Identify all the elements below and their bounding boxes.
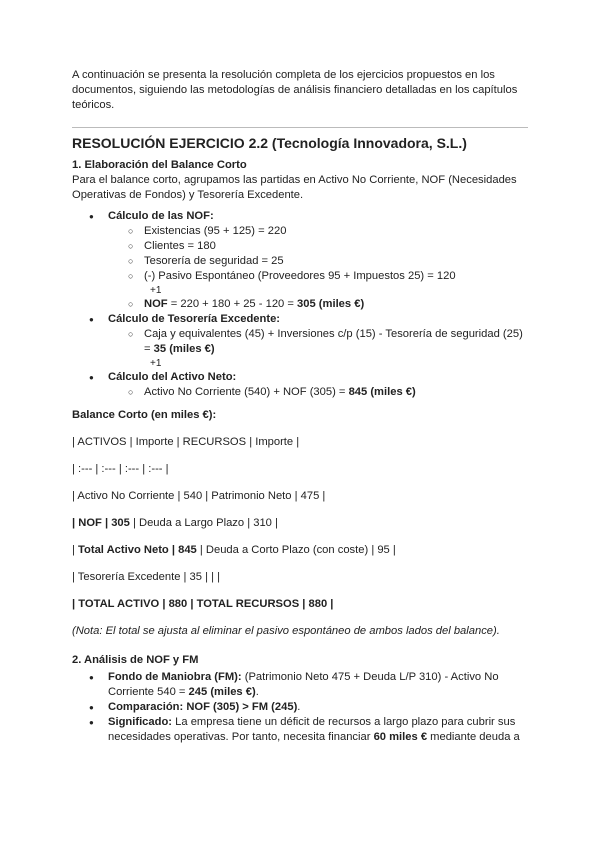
significado-text-end: mediante deuda a [427,731,520,743]
table-row-rest: | Deuda a Corto Plazo (con coste) | 95 | [196,544,396,556]
nof-total [108,297,528,312]
table-total-text: | TOTAL ACTIVO | 880 | TOTAL RECURSOS | 880 | [72,598,334,610]
section-2-heading: 2. Análisis de NOF y FM [72,654,199,666]
activo-neto-formula: Activo No Corriente (540) + NOF (305) = [144,386,349,398]
list-item-fm [72,670,528,700]
fm-value: 245 (miles €) [188,686,256,698]
document-page [72,68,528,753]
calculation-list [72,209,528,400]
table-row-rest: | Deuda a Largo Plazo | 310 | [129,517,278,529]
tesoreria-value: 35 (miles €) [153,343,215,355]
nof-item: ○ Tesorería de seguridad = 25 [108,254,528,269]
nof-item-text: (-) Pasivo Espontáneo (Proveedores 95 + Impuestos 25) = 120 [144,270,456,282]
table-row: | Activo No Corriente | 540 | Patrimonio Neto | 475 | [72,490,326,502]
tesoreria-label: Cálculo de Tesorería Excedente: [108,313,281,325]
list-item-comparacion [72,700,528,715]
footnote-marker: +1 [150,285,162,296]
section-1-paragraph: Para el balance corto, agrupamos las partidas en Activo No Corriente, NOF (Necesidades Operativas de Fondos) y Tesorería Excedente. [72,174,517,201]
activo-neto-item [108,385,528,400]
list-item-tesoreria [72,312,528,370]
list-item-significado [72,715,528,745]
significado-value: 60 miles € [373,731,428,743]
table-row-bold: | NOF | 305 [72,517,130,529]
nof-label: Cálculo de las NOF: [108,210,214,222]
balance-note: (Nota: El total se ajusta al eliminar el pasivo espontáneo de ambos lados del balance). [72,625,500,637]
table-header-row: | ACTIVOS | Importe | RECURSOS | Importe | [72,436,300,448]
table-row [72,543,528,558]
activo-neto-sublist [108,385,528,400]
activo-neto-label: Cálculo del Activo Neto: [108,371,237,383]
activo-neto-value: 845 (miles €) [348,386,416,398]
tesoreria-formula: Caja y equivalentes (45) + Inversiones c/p (15) - Tesorería de seguridad (25) = [144,328,523,355]
analysis-list [72,670,528,745]
footnote-marker: +1 [150,358,162,369]
comparacion-value: NOF (305) > FM (245) [183,701,298,713]
list-item-nof [72,209,528,312]
punctuation: . [255,686,259,698]
nof-item: ○ Existencias (95 + 125) = 220 [108,224,528,239]
comparacion-label: Comparación: [108,701,184,713]
nof-sublist [108,224,528,312]
section-1-heading: 1. Elaboración del Balance Corto [72,159,247,171]
table-row-bold: Total Activo Neto | 845 [78,544,197,556]
nof-total-label: NOF [144,298,168,310]
table-total-row [72,597,528,612]
fm-formula: (Patrimonio Neto 475 + Deuda L/P 310) - Activo No Corriente 540 = [108,671,499,698]
balance-heading: Balance Corto (en miles €): [72,409,217,421]
significado-label: Significado: [108,716,173,728]
exercise-title: RESOLUCIÓN EJERCICIO 2.2 (Tecnología Innovadora, S.L.) [72,135,467,151]
nof-total-formula: = 220 + 180 + 25 - 120 = [167,298,298,310]
tesoreria-item [108,327,528,370]
significado-text: La empresa tiene un déficit de recursos a largo plazo para cubrir sus necesidades operativas. Por tanto, necesita financiar [108,716,516,743]
section-divider [72,127,528,128]
nof-item: ○ Clientes = 180 [108,239,528,254]
nof-total-value: 305 (miles €) [297,298,365,310]
table-row [72,516,528,531]
table-row: | Tesorería Excedente | 35 | | | [72,571,221,583]
table-row-lead: | [72,544,79,556]
punctuation: . [297,701,301,713]
intro-paragraph: A continuación se presenta la resolución completa de los ejercicios propuestos en los documentos, siguiendo las metodologías de análisis financiero detalladas en los capítulos teóricos. [72,69,518,111]
table-separator-row: | :--- | :--- | :--- | :--- | [72,463,169,475]
list-item-activo-neto [72,370,528,400]
nof-item [108,269,528,297]
fm-label: Fondo de Maniobra (FM): [108,671,242,683]
tesoreria-sublist [108,327,528,370]
